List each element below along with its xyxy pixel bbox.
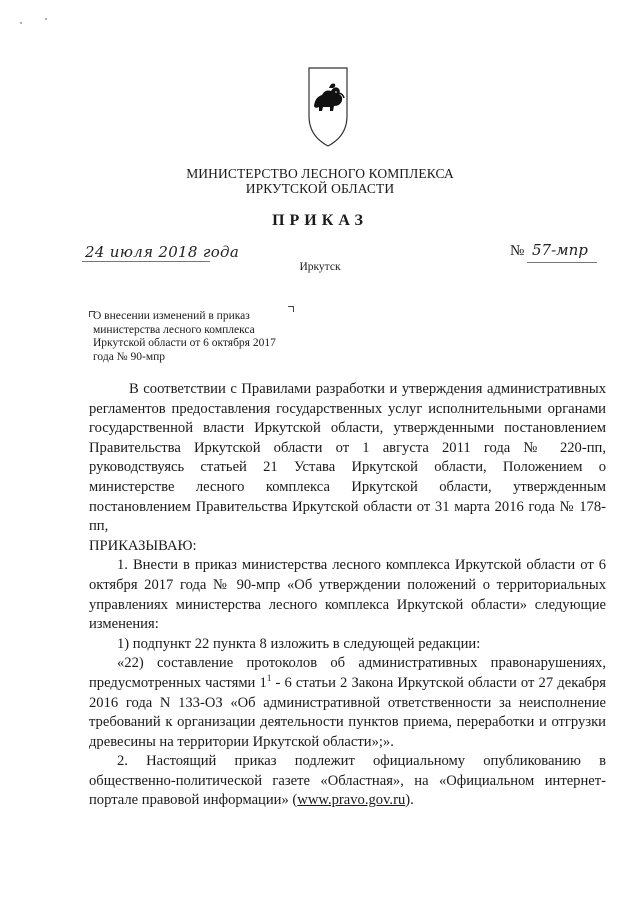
handwritten-date: 24 июля 2018 года: [85, 243, 240, 261]
scan-speck: [20, 22, 22, 24]
order-directive-word: ПРИКАЗЫВАЮ:: [89, 537, 197, 554]
handwritten-document-number: 57-мпр: [532, 241, 588, 259]
ministry-name-line1: МИНИСТЕРСТВО ЛЕСНОГО КОМПЛЕКСА: [186, 166, 454, 181]
number-sign: №: [510, 243, 525, 259]
quote-superscript: 1: [266, 673, 272, 684]
number-underline: [527, 262, 597, 263]
order-subject: О внесении изменений в приказ министерства лесного комплекса Иркутской области от 6 октября 2017 года № 90-мпр: [93, 310, 276, 363]
ministry-name-line2: ИРКУТСКОЙ ОБЛАСТИ: [245, 181, 395, 196]
item2-text-part2: ).: [405, 792, 414, 809]
scan-speck: [45, 18, 47, 20]
order-item-1: 1. Внести в приказ министерства лесного комплекса Иркутской области от 6 октября 2017 года № 90-мпр «Об утверждении положений о территориальных управлениях министерства лесного комплекса Иркутской области» следующие изменения:: [89, 557, 606, 633]
coat-of-arms-emblem: [303, 64, 353, 150]
pravo-gov-link[interactable]: www.pravo.gov.ru: [297, 792, 406, 809]
order-subitem-1: 1) подпункт 22 пункта 8 изложить в следующей редакции:: [117, 635, 481, 652]
city-name: Иркутск: [299, 261, 341, 273]
order-item-2: [89, 752, 606, 811]
quote-text-part1: «22) составление протоколов об административных правонарушениях, предусмотренных частями 1: [89, 655, 606, 691]
quote-text-part2: - 6 статьи 2 Закона Иркутской области от 27 декабря 2016 года N 133-ОЗ «Об административной ответственности за неисполнение требований к организации деятельности пунктов приема, переработки и отгрузки древесины на территории Иркутской области»;».: [89, 674, 606, 750]
amended-text-quote: [89, 654, 606, 752]
preamble-paragraph: В соответствии с Правилами разработки и утверждения административных регламентов предоставления государственных услуг исполнительными органами государственной власти Иркутской области, утвержденными постановлением Правительства Иркутской области от 1 августа 2011 года № 220-пп, руководствуясь статьей 21 Устава Иркутской области, Положением о министерстве лесного комплекса Иркутской области, утвержденным постановлением Правительства Иркутской области от 31 марта 2016 года № 178-пп,: [89, 381, 606, 535]
item2-text-part1: 2. Настоящий приказ подлежит официальному опубликованию в общественно-политической газете «Областная», на «Официальном интернет-портале правовой информации» (: [89, 753, 606, 809]
document-type-title: ПРИКАЗ: [272, 212, 368, 229]
order-body: [89, 380, 606, 811]
